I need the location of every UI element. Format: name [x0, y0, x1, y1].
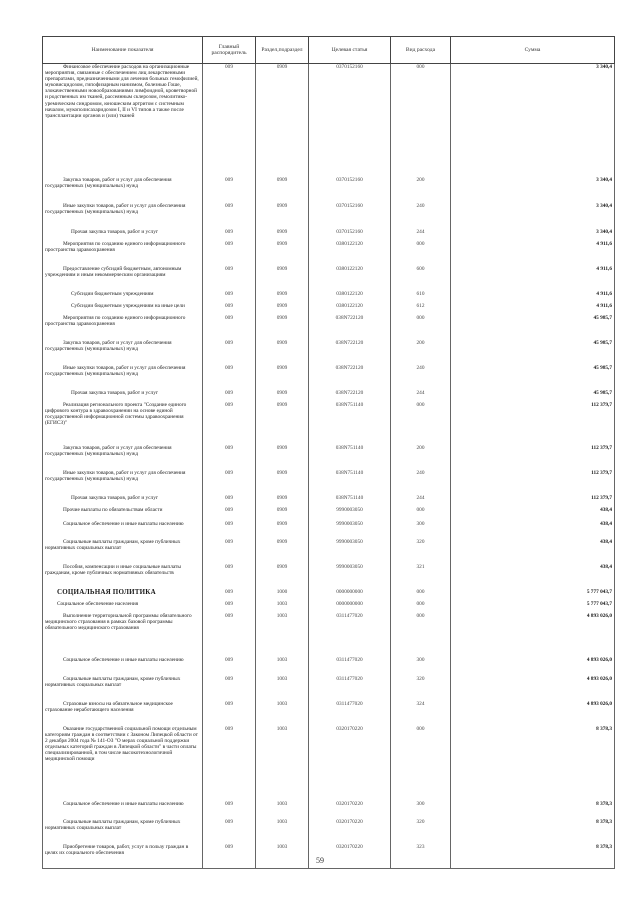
table-row	[43, 177, 615, 203]
row-grs: 009	[203, 819, 256, 844]
row-grs: 009	[203, 657, 256, 676]
row-exptype: 244	[391, 229, 451, 241]
row-name: Мероприятия по созданию единого информационного пространства здравоохранения	[43, 315, 203, 340]
row-sum: 438,4	[451, 507, 615, 521]
row-grs: 009	[203, 365, 256, 390]
row-section: 0909	[256, 402, 309, 445]
table-row	[43, 303, 615, 315]
table-row	[43, 445, 615, 470]
table-row	[43, 291, 615, 303]
row-grs: 009	[203, 470, 256, 495]
row-name: Прочая закупка товаров, работ и услуг	[43, 390, 203, 402]
table-row	[43, 801, 615, 819]
row-sum: 112 379,7	[451, 402, 615, 445]
row-exptype: 324	[391, 701, 451, 726]
row-exptype: 200	[391, 445, 451, 470]
row-target: 0320170220	[309, 819, 391, 844]
budget-table	[42, 36, 615, 869]
row-grs: 009	[203, 495, 256, 507]
row-section: 1003	[256, 819, 309, 844]
row-grs: 009	[203, 266, 256, 291]
row-target: 0370152160	[309, 64, 391, 177]
row-exptype: 323	[391, 844, 451, 869]
row-grs: 009	[203, 589, 256, 601]
row-name: Мероприятия по созданию единого информационного пространства здравоохранения	[43, 241, 203, 266]
row-target: 9990003050	[309, 507, 391, 521]
row-name: Предоставление субсидий бюджетным, автономным учреждениям и иным некоммерческим организациям	[43, 266, 203, 291]
row-exptype: 320	[391, 819, 451, 844]
row-target: 0380122120	[309, 303, 391, 315]
row-sum: 8 378,3	[451, 844, 615, 869]
row-name: Закупка товаров, работ и услуг для обеспечения государственных (муниципальных) нужд	[43, 445, 203, 470]
row-section: 0909	[256, 303, 309, 315]
row-exptype: 300	[391, 521, 451, 539]
header-name: Наименование показателя	[43, 37, 203, 64]
header-target: Целевая статья	[309, 37, 391, 64]
row-exptype: 000	[391, 241, 451, 266]
row-target: 038N751140	[309, 402, 391, 445]
row-name: Социальные выплаты гражданам, кроме публичных нормативных социальных выплат	[43, 819, 203, 844]
row-section: 0909	[256, 539, 309, 564]
row-target: 0380122120	[309, 291, 391, 303]
row-name: СОЦИАЛЬНАЯ ПОЛИТИКА	[43, 589, 203, 601]
row-name: Выполнение территориальной программы обязательного медицинского страхования в рамках базовой программы обязательного медицинского страхования	[43, 613, 203, 657]
row-exptype: 244	[391, 390, 451, 402]
page-number: 59	[316, 856, 324, 865]
row-target: 0000000000	[309, 589, 391, 601]
row-target: 9990003050	[309, 521, 391, 539]
row-exptype: 000	[391, 507, 451, 521]
row-sum: 5 777 043,7	[451, 601, 615, 613]
row-exptype: 320	[391, 539, 451, 564]
row-name: Страховые взносы на обязательное медицинское страхование неработающего населения	[43, 701, 203, 726]
table-row	[43, 819, 615, 844]
table-row	[43, 601, 615, 613]
table-row	[43, 657, 615, 676]
row-sum: 5 777 043,7	[451, 589, 615, 601]
table-row	[43, 701, 615, 726]
row-name: Социальные выплаты гражданам, кроме публичных нормативных социальных выплат	[43, 676, 203, 701]
row-name: Финансовое обеспечение расходов на организационные мероприятия, связанные с обеспечением лиц лекарственными препаратами, предназначенными для лечения больных гемофилией, муковисцидозом, гипофизарным нанизмом, болезнью Гоше, злокачественными новообразованиями лимфоидной, кроветворной и родственных им тканей, рассеянным склерозом, гемолитико-уремическим синдромом, юношеским артритом с системным началом, мукополисахаридозом I, II и VI типов а также после трансплантации органов и (или) тканей	[43, 64, 203, 177]
row-name: Социальное обеспечение и иные выплаты населению	[43, 521, 203, 539]
table-row	[43, 613, 615, 657]
row-exptype: 000	[391, 601, 451, 613]
row-name: Иные закупки товаров, работ и услуг для обеспечения государственных (муниципальных) нужд	[43, 365, 203, 390]
row-name: Закупка товаров, работ и услуг для обеспечения государственных (муниципальных) нужд	[43, 177, 203, 203]
row-target: 038N751140	[309, 470, 391, 495]
row-target: 0311477020	[309, 613, 391, 657]
row-section: 0909	[256, 177, 309, 203]
row-section: 0909	[256, 445, 309, 470]
row-exptype: 240	[391, 203, 451, 229]
row-exptype: 200	[391, 177, 451, 203]
row-target: 0311477020	[309, 676, 391, 701]
row-target: 0370152160	[309, 229, 391, 241]
table-row	[43, 676, 615, 701]
row-target: 0370152160	[309, 177, 391, 203]
table-row	[43, 521, 615, 539]
row-exptype: 320	[391, 676, 451, 701]
row-name: Социальное обеспечение населения	[43, 601, 203, 613]
row-grs: 009	[203, 203, 256, 229]
row-target: 0320170220	[309, 844, 391, 869]
row-section: 0909	[256, 291, 309, 303]
row-grs: 009	[203, 315, 256, 340]
table-row	[43, 507, 615, 521]
table-row	[43, 589, 615, 601]
row-exptype: 200	[391, 340, 451, 365]
row-target: 0311477020	[309, 657, 391, 676]
row-target: 038N751140	[309, 445, 391, 470]
row-exptype: 000	[391, 589, 451, 601]
row-target: 0380122120	[309, 266, 391, 291]
row-exptype: 600	[391, 266, 451, 291]
row-exptype: 000	[391, 64, 451, 177]
row-section: 1003	[256, 601, 309, 613]
row-sum: 438,4	[451, 564, 615, 589]
row-name: Субсидии бюджетным учреждениям	[43, 291, 203, 303]
row-sum: 3 340,4	[451, 177, 615, 203]
row-grs: 009	[203, 241, 256, 266]
row-name: Реализация регионального проекта "Создание единого цифрового контура в здравоохранении на основе единой государственной информационной системы здравоохранения (ЕГИСЗ)"	[43, 402, 203, 445]
row-exptype: 612	[391, 303, 451, 315]
row-target: 038N722120	[309, 390, 391, 402]
table-row	[43, 390, 615, 402]
row-section: 1003	[256, 613, 309, 657]
row-grs: 009	[203, 340, 256, 365]
row-exptype: 240	[391, 365, 451, 390]
table-row	[43, 470, 615, 495]
row-sum: 4 893 026,0	[451, 701, 615, 726]
row-target: 0370152160	[309, 203, 391, 229]
table-row	[43, 340, 615, 365]
row-name: Иные закупки товаров, работ и услуг для обеспечения государственных (муниципальных) нужд	[43, 470, 203, 495]
row-grs: 009	[203, 64, 256, 177]
row-grs: 009	[203, 601, 256, 613]
row-target: 038N722120	[309, 340, 391, 365]
row-target: 0000000000	[309, 601, 391, 613]
row-name: Приобретение товаров, работ, услуг в пользу граждан в целях их социального обеспечения	[43, 844, 203, 869]
row-section: 0909	[256, 266, 309, 291]
row-exptype: 000	[391, 402, 451, 445]
row-grs: 009	[203, 564, 256, 589]
row-sum: 4 911,6	[451, 303, 615, 315]
row-section: 0909	[256, 315, 309, 340]
table-row	[43, 726, 615, 801]
row-section: 1000	[256, 589, 309, 601]
row-section: 0909	[256, 495, 309, 507]
row-sum: 3 340,4	[451, 64, 615, 177]
row-exptype: 244	[391, 495, 451, 507]
row-section: 1003	[256, 726, 309, 801]
row-section: 0909	[256, 564, 309, 589]
row-section: 0909	[256, 241, 309, 266]
row-sum: 438,4	[451, 521, 615, 539]
row-target: 0320170220	[309, 801, 391, 819]
row-sum: 3 340,4	[451, 203, 615, 229]
row-name: Пособия, компенсации и иные социальные выплаты гражданам, кроме публичных нормативных обязательств	[43, 564, 203, 589]
row-exptype: 300	[391, 657, 451, 676]
row-name: Социальные выплаты гражданам, кроме публичных нормативных социальных выплат	[43, 539, 203, 564]
table-row	[43, 64, 615, 177]
row-grs: 009	[203, 613, 256, 657]
row-grs: 009	[203, 291, 256, 303]
row-name: Социальное обеспечение и иные выплаты населению	[43, 657, 203, 676]
row-exptype: 000	[391, 726, 451, 801]
row-section: 1003	[256, 701, 309, 726]
row-sum: 112 379,7	[451, 470, 615, 495]
row-sum: 45 985,7	[451, 315, 615, 340]
row-exptype: 300	[391, 801, 451, 819]
row-target: 0380122120	[309, 241, 391, 266]
row-section: 0909	[256, 365, 309, 390]
row-name: Социальное обеспечение и иные выплаты населению	[43, 801, 203, 819]
table-row	[43, 539, 615, 564]
table-row	[43, 203, 615, 229]
table-row	[43, 402, 615, 445]
row-section: 0909	[256, 390, 309, 402]
row-target: 0320170220	[309, 726, 391, 801]
row-sum: 112 379,7	[451, 445, 615, 470]
row-sum: 45 985,7	[451, 390, 615, 402]
row-target: 038N722120	[309, 365, 391, 390]
row-grs: 009	[203, 726, 256, 801]
row-sum: 4 893 026,0	[451, 676, 615, 701]
row-grs: 009	[203, 445, 256, 470]
row-name: Прочие выплаты по обязательствам области	[43, 507, 203, 521]
row-grs: 009	[203, 521, 256, 539]
table-header-row	[43, 37, 615, 64]
row-name: Оказание государственной социальной помощи отдельным категориям граждан в соответствии с Законом Липецкой области от 2 декабря 2004 года № 141-ОЗ "О мерах социальной поддержки отдельных категорий граждан в Липецкой области" в части оплаты специализированной, в том числе высокотехнологичной медицинской помощи	[43, 726, 203, 801]
row-grs: 009	[203, 539, 256, 564]
row-sum: 112 379,7	[451, 495, 615, 507]
row-sum: 438,4	[451, 539, 615, 564]
table-row	[43, 315, 615, 340]
table-row	[43, 229, 615, 241]
row-name: Субсидии бюджетным учреждениям на иные цели	[43, 303, 203, 315]
row-sum: 3 340,4	[451, 229, 615, 241]
row-target: 0311477020	[309, 701, 391, 726]
row-sum: 4 893 026,0	[451, 657, 615, 676]
row-sum: 8 378,3	[451, 801, 615, 819]
table-row	[43, 241, 615, 266]
row-section: 1003	[256, 801, 309, 819]
row-target: 038N751140	[309, 495, 391, 507]
row-section: 0909	[256, 470, 309, 495]
table-row	[43, 564, 615, 589]
header-exptype: Вид расхода	[391, 37, 451, 64]
row-grs: 009	[203, 402, 256, 445]
row-section: 0909	[256, 203, 309, 229]
table-body	[43, 64, 615, 869]
row-grs: 009	[203, 390, 256, 402]
header-section: Раздел,подраздел	[256, 37, 309, 64]
row-sum: 45 985,7	[451, 365, 615, 390]
row-sum: 4 911,6	[451, 241, 615, 266]
row-name: Прочая закупка товаров, работ и услуг	[43, 495, 203, 507]
row-exptype: 000	[391, 613, 451, 657]
row-sum: 4 893 026,0	[451, 613, 615, 657]
row-grs: 009	[203, 844, 256, 869]
row-target: 9990003050	[309, 564, 391, 589]
row-sum: 8 378,3	[451, 726, 615, 801]
row-name: Иные закупки товаров, работ и услуг для обеспечения государственных (муниципальных) нужд	[43, 203, 203, 229]
row-target: 038N722120	[309, 315, 391, 340]
row-target: 9990003050	[309, 539, 391, 564]
table-row	[43, 365, 615, 390]
row-section: 1003	[256, 676, 309, 701]
row-exptype: 610	[391, 291, 451, 303]
header-sum: Сумма	[451, 37, 615, 64]
row-section: 0909	[256, 229, 309, 241]
row-sum: 4 911,6	[451, 266, 615, 291]
table-row	[43, 495, 615, 507]
row-section: 0909	[256, 64, 309, 177]
row-exptype: 240	[391, 470, 451, 495]
row-grs: 009	[203, 229, 256, 241]
row-sum: 4 911,6	[451, 291, 615, 303]
row-sum: 45 985,7	[451, 340, 615, 365]
row-exptype: 000	[391, 315, 451, 340]
row-grs: 009	[203, 507, 256, 521]
row-name: Прочая закупка товаров, работ и услуг	[43, 229, 203, 241]
row-grs: 009	[203, 676, 256, 701]
row-name: Закупка товаров, работ и услуг для обеспечения государственных (муниципальных) нужд	[43, 340, 203, 365]
header-grs: Главный распорядитель	[203, 37, 256, 64]
row-section: 0909	[256, 507, 309, 521]
table-row	[43, 266, 615, 291]
row-sum: 8 378,3	[451, 819, 615, 844]
row-exptype: 321	[391, 564, 451, 589]
row-grs: 009	[203, 177, 256, 203]
row-grs: 009	[203, 701, 256, 726]
row-section: 0909	[256, 521, 309, 539]
row-grs: 009	[203, 303, 256, 315]
row-section: 1003	[256, 657, 309, 676]
row-section: 1003	[256, 844, 309, 869]
row-grs: 009	[203, 801, 256, 819]
row-section: 0909	[256, 340, 309, 365]
